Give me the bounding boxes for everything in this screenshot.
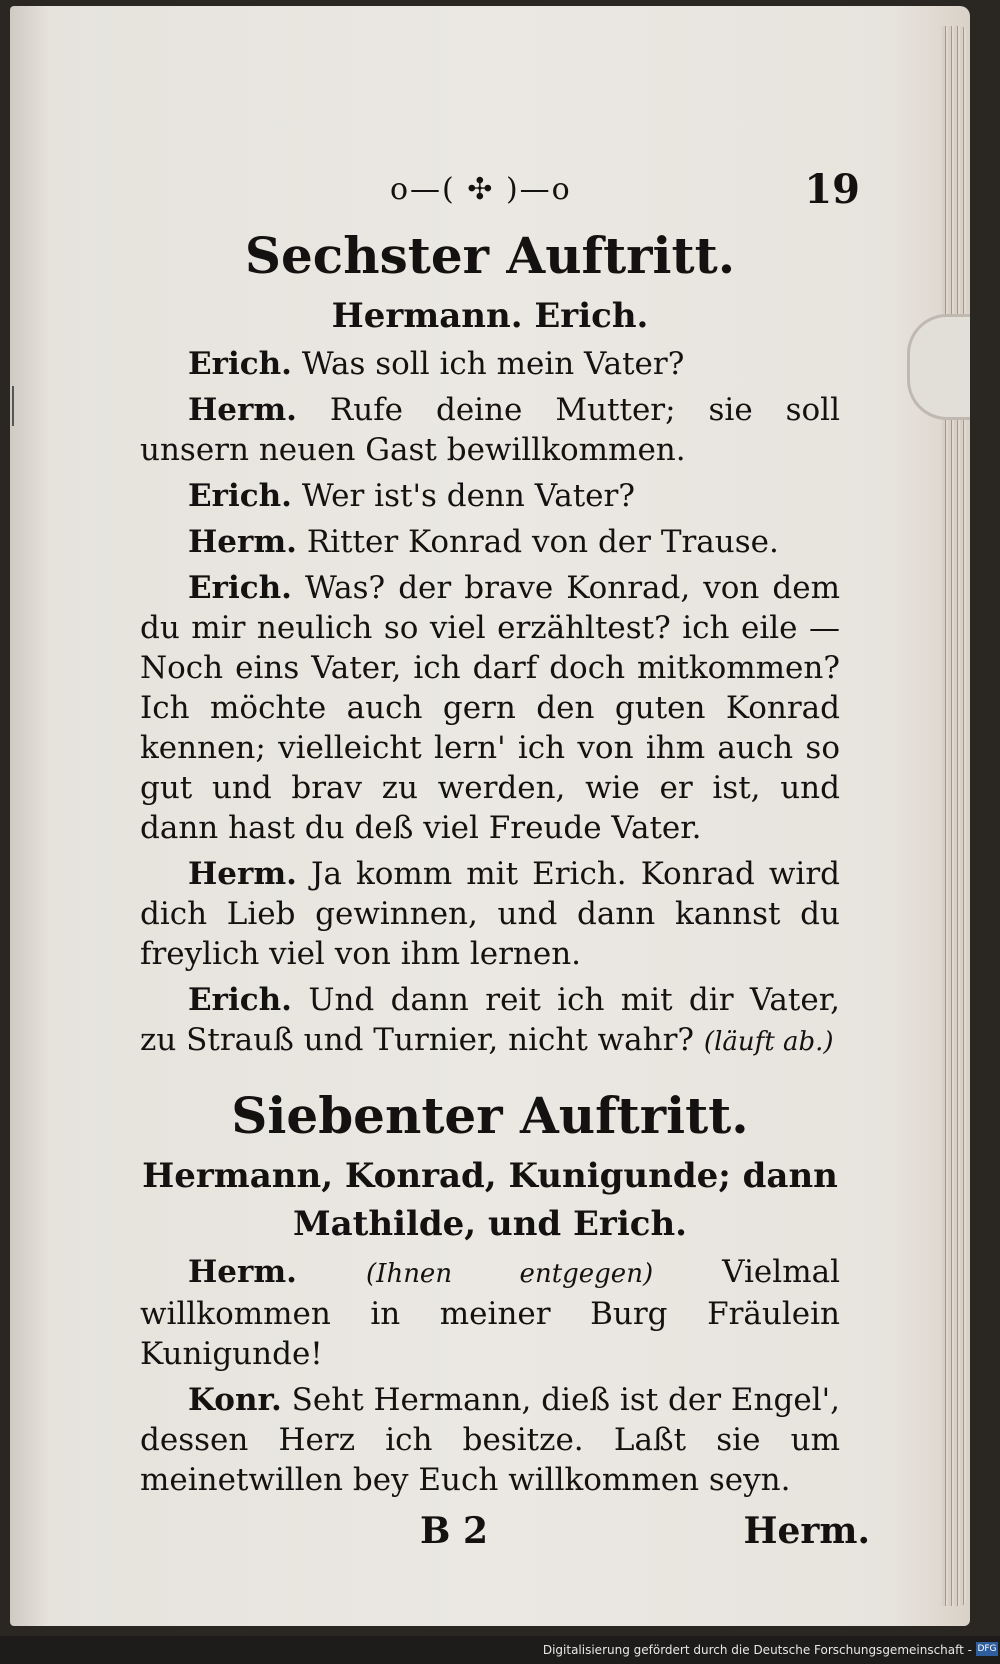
dialogue-line [140,1380,840,1500]
scene-6-title: Sechster Auftritt. [244,226,736,285]
line-text: Wer ist's denn Vater? [301,478,635,514]
running-head [140,166,860,226]
clip-tab [907,314,970,420]
scene-6-cast: Hermann. Erich. [331,296,649,336]
speaker: Herm. [188,392,297,428]
speaker: Herm. [188,1254,297,1290]
line-text: Was? der brave Konrad, von dem du mir neulich so viel erzähltest? ich eile — Noch eins Vater, ich darf doch mitkommen? Ich möchte auch gern den guten Konrad kennen; vielleicht lern' ich von ihm auch so gut und brav zu werden, wie er ist, und dann hast du deß viel Freude Vater. [140,570,840,846]
stage-direction: (läuft ab.) [703,1027,834,1057]
page-edges [942,26,966,1606]
dfg-logo: DFG [977,1644,997,1654]
dialogue-line [140,476,840,516]
book-page [10,6,970,1626]
dialogue-line [140,980,840,1062]
scene-7-title: Siebenter Auftritt. [231,1086,749,1145]
line-text: Seht Hermann, dieß ist der Engel', dessen Herz ich besitze. Laßt sie um meinetwillen bey Euch willkommen seyn. [140,1382,841,1498]
line-text: Und dann reit ich mit dir Vater, zu Strauß und Turnier, nicht wahr? [140,982,840,1058]
speaker: Erich. [188,346,292,382]
page-content [140,166,870,1564]
speaker: Erich. [188,478,292,514]
speaker: Erich. [188,982,292,1018]
scene-7-cast: Hermann, Konrad, Kunigunde; dann Mathilde, und Erich. [142,1156,838,1244]
dialogue-line [140,522,840,562]
dialogue-line [140,390,840,470]
speaker: Konr. [188,1382,282,1418]
speaker: Erich. [188,570,292,606]
dialogue-line [140,568,840,848]
line-text: Vielmal willkommen in meiner Burg Fräulein Kunigunde! [140,1254,840,1372]
line-text: Was soll ich mein Vater? [301,346,685,382]
page-footer [140,1504,870,1564]
stage-direction: (Ihnen entgegen) [366,1259,654,1289]
ornament: o—( ✣ )—o [390,172,572,207]
credit-bar [0,1636,1000,1664]
margin-mark [12,386,20,426]
credit-text: Digitalisierung gefördert durch die Deutsche Forschungsgemeinschaft - [542,1643,972,1657]
dialogue-line [140,344,840,384]
line-text: Rufe deine Mutter; sie soll unsern neuen Gast bewillkommen. [140,392,841,468]
line-text: Ja komm mit Erich. Konrad wird dich Lieb gewinnen, und dann kannst du freylich viel von ihm lernen. [140,856,840,972]
catchword: Herm. [743,1510,870,1552]
line-text: Ritter Konrad von der Trause. [306,524,779,560]
signature-mark: B 2 [420,1510,489,1552]
dialogue-line [140,854,840,974]
speaker: Herm. [188,524,297,560]
page-number: 19 [804,166,860,213]
speaker: Herm. [188,856,297,892]
dialogue-line [140,1252,840,1374]
